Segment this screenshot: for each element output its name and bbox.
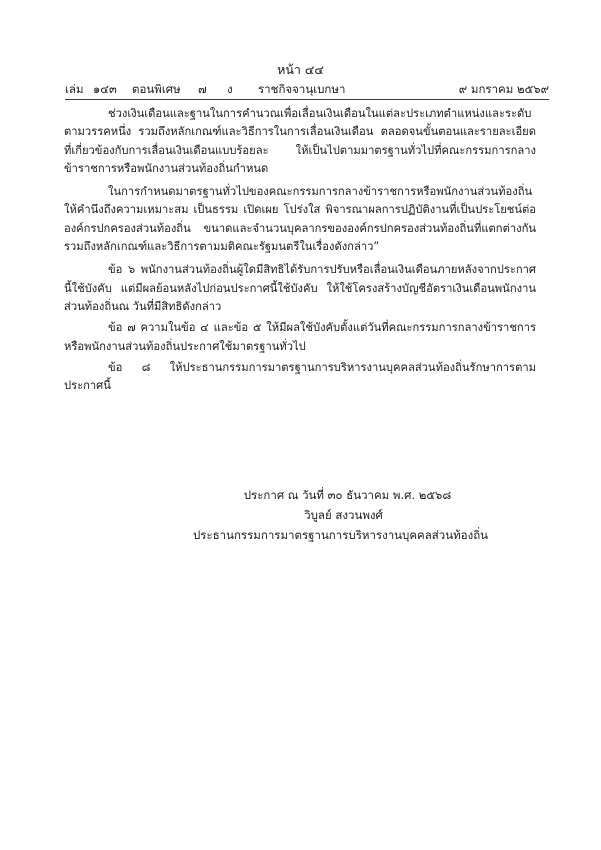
page-number: หน้า ๔๔ — [277, 62, 324, 77]
section-type: ง — [227, 82, 233, 96]
signer-position: ประธานกรรมการมาตรฐานการบริหารงานบุคคลส่วนท้องถิ่น — [192, 528, 489, 542]
document-body — [64, 105, 536, 395]
section-label: ตอนพิเศษ — [132, 82, 181, 96]
gazette-name: ราชกิจจานุเบกษา — [258, 82, 346, 96]
volume-number: ๑๔๓ — [93, 82, 117, 96]
paragraph-salary-range: ช่วงเงินเดือนและฐานในการคำนวณเพื่อเลื่อนเงินเดือนในแต่ละประเภทตำแหน่งและระดับตามวรรคหนึ่ง รวมถึงหลักเกณฑ์และวิธีการในการเลื่อนเงินเดือน ตลอดจนขั้นตอนและรายละเอียดที่เกี่ยวข้องกับการเลื่อนเงินเดือนแบบร้อยละ ให้เป็นไปตามมาตรฐานทั่วไปที่คณะกรรมการกลางข้าราชการหรือพนักงานส่วนท้องถิ่นกำหนด — [64, 107, 536, 175]
announcement-date: ประกาศ ณ วันที่ ๓๐ ธันวาคม พ.ศ. ๒๕๖๘ — [243, 488, 452, 502]
section-number: ๗ — [198, 82, 207, 96]
header-divider — [65, 99, 549, 100]
volume-label: เล่ม — [65, 82, 84, 96]
clause-8: ข้อ ๘ ให้ประธานกรรมการมาตรฐานการบริหารงานบุคคลส่วนท้องถิ่นรักษาการตามประกาศนี้ — [64, 360, 536, 393]
clause-7: ข้อ ๗ ความในข้อ ๔ และข้อ ๕ ให้มีผลใช้บังคับตั้งแต่วันที่คณะกรรมการกลางข้าราชการหรือพนักงานส่วนท้องถิ่นประกาศใช้มาตรฐานทั่วไป — [64, 321, 536, 353]
publication-date: ๙ มกราคม ๒๕๖๙ — [458, 82, 549, 96]
clause-6: ข้อ ๖ พนักงานส่วนท้องถิ่นผู้ใดมีสิทธิได้รับการปรับหรือเลื่อนเงินเดือนภายหลังจากประกาศนี้ใช้บังคับ แต่มีผลย้อนหลังไปก่อนประกาศนี้ใช้บังคับ ให้ใช้โครงสร้างบัญชีอัตราเงินเดือนพนักงานส่วนท้องถิ่นณ วันที่มีสิทธิดังกล่าว — [64, 263, 536, 313]
gazette-header — [65, 81, 549, 97]
paragraph-general-standards: ในการกำหนดมาตรฐานทั่วไปของคณะกรรมการกลางข้าราชการหรือพนักงานส่วนท้องถิ่นให้คำนึงถึงความเหมาะสม เป็นธรรม เปิดเผย โปร่งใส พิจารณาผลการปฏิบัติงานที่เป็นประโยชน์ต่อองค์กรปกครองส่วนท้องถิ่น ขนาดและจำนวนบุคลากรขององค์กรปกครองส่วนท้องถิ่นที่แตกต่างกันรวมถึงหลักเกณฑ์และวิธีการตามมติคณะรัฐมนตรีในเรื่องดังกล่าว” — [64, 185, 536, 254]
signer-name: วิบูลย์ สงวนพงศ์ — [304, 508, 383, 522]
signature-block — [0, 485, 601, 545]
